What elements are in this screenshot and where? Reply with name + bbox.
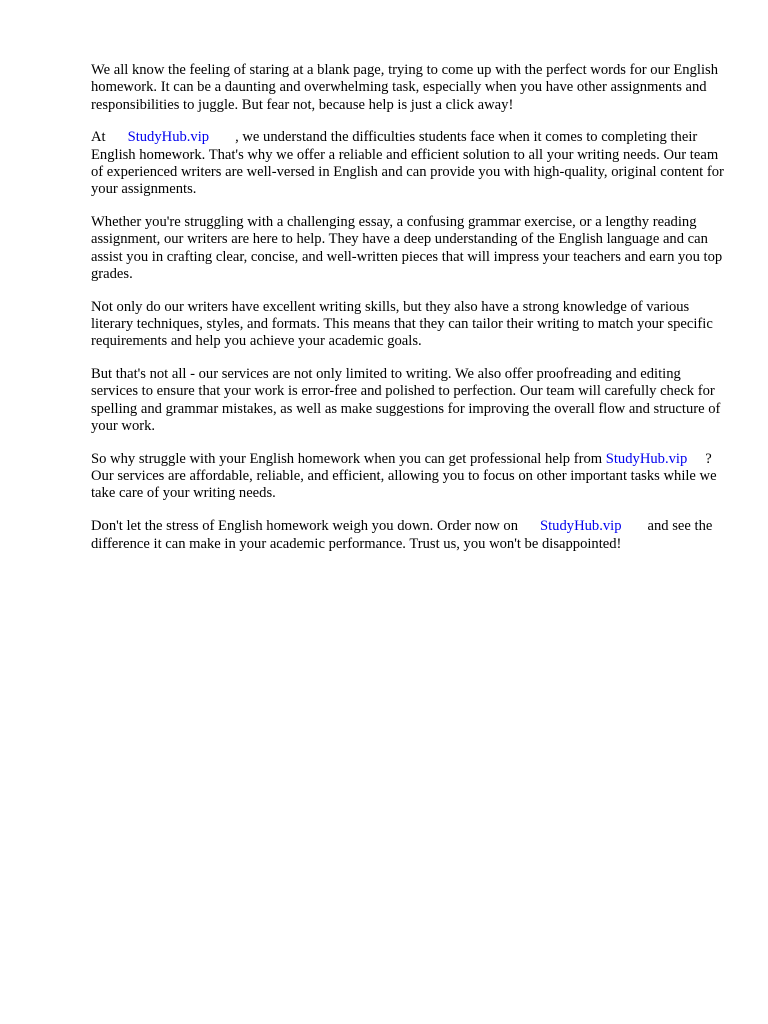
paragraph-services [91,366,731,435]
paragraph-skills-text: Not only do our writers have excellent writing skills, but they also have a strong knowledge of various literary techniques, styles, and formats. This means that they can tailor their writing to match your specific requirements and help you achieve your academic goals. [91,298,713,350]
paragraph-help [91,214,731,283]
paragraph-about [91,129,731,198]
paragraph-help-text: Whether you're struggling with a challenging essay, a confusing grammar exercise, or a lengthy reading assignment, our writers are here to help. They have a deep understanding of the English language and can assist you in crafting clear, concise, and well-written pieces that will impress your teachers and earn you top grades. [91,214,723,282]
studyhub-link[interactable]: StudyHub.vip [127,129,210,146]
paragraph-order-lead: Don't let the stress of English homework weigh you down. Order now on [91,518,519,535]
paragraph-why-text: ? Our services are affordable, reliable, and efficient, allowing you to focus on other important tasks while we take care of your writing needs. [91,450,717,502]
paragraph-intro [91,62,731,114]
paragraph-services-text: But that's not all - our services are not only limited to writing. We also offer proofreading and editing services to ensure that your work is error-free and polished to perfection. Our team will carefully check for spelling and grammar mistakes, as well as make suggestions for improving the overall flow and structure of your work. [91,366,721,435]
studyhub-link[interactable]: StudyHub.vip [605,450,688,467]
paragraph-about-text: , we understand the difficulties students face when it comes to completing their English homework. That's why we offer a reliable and efficient solution to all your writing needs. Our team of experienced writers are well-versed in English and can provide you with high-quality, original content for your assignments. [91,129,724,198]
paragraph-order [91,518,731,553]
studyhub-link[interactable]: StudyHub.vip [540,518,622,535]
paragraph-why [91,451,731,503]
paragraph-order-text: and see the difference it can make in your academic performance. Trust us, you won't be disappointed! [91,518,713,552]
paragraph-about-lead: At [91,129,106,146]
paragraph-skills [91,299,731,351]
paragraph-why-lead: So why struggle with your English homework when you can get professional help from [91,450,603,467]
paragraph-intro-text: We all know the feeling of staring at a blank page, trying to come up with the perfect words for our English homework. It can be a daunting and overwhelming task, especially when you have other assignments and responsibilities to juggle. But fear not, because help is just a click away! [91,62,718,113]
